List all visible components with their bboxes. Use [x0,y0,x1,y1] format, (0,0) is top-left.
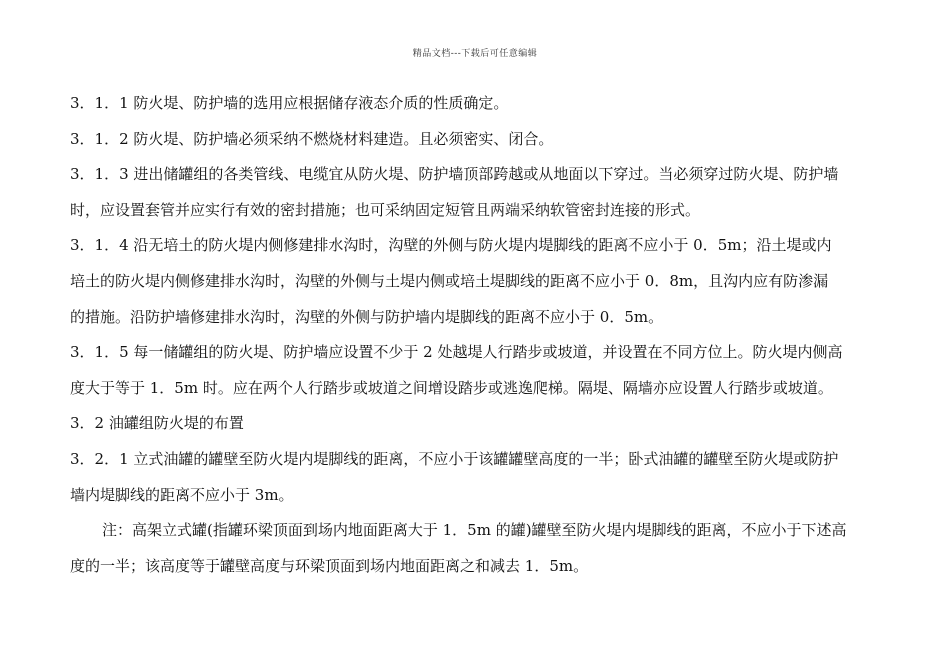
clause-3-2-1-line-1: 3．2．1 立式油罐的罐壁至防火堤内堤脚线的距离，不应小于该罐罐壁高度的一半；卧式油罐的罐壁至防火堤或防护 [70,449,839,468]
clause-3-1-4-line-3: 的措施。沿防护墙修建排水沟时，沟壁的外侧与防护墙内堤脚线的距离不应小于 0．5m。 [70,307,664,326]
clause-3-2-1-line-2: 墙内堤脚线的距离不应小于 3m。 [70,485,294,504]
clause-3-1-5-line-1: 3．1．5 每一储罐组的防火堤、防护墙应设置不少于 2 处越堤人行踏步或坡道，并设置在不同方位上。防火堤内侧高 [70,343,843,362]
clause-3-1-3-line-1: 3．1．3 进出储罐组的各类管线、电缆宜从防火堤、防护墙顶部跨越或从地面以下穿过。当必须穿过防火堤、防护墙 [70,165,839,184]
section-3-2-heading: 3．2 油罐组防火堤的布置 [70,414,244,433]
clause-3-1-4-line-1: 3．1．4 沿无培土的防火堤内侧修建排水沟时，沟壁的外侧与防火堤内堤脚线的距离不应小于 0．5m；沿土堤或内 [70,236,832,255]
clause-3-1-1: 3．1．1 防火堤、防护墙的选用应根据储存液态介质的性质确定。 [70,94,509,112]
clause-3-1-2: 3．1．2 防火堤、防护墙必须采纳不燃烧材料建造。且必须密实、闭合。 [70,129,554,148]
clause-3-1-5-line-2: 度大于等于 1．5m 时。应在两个人行踏步或坡道之间增设踏步或逃逸爬梯。隔堤、隔墙亦应设置人行踏步或坡道。 [70,378,833,397]
note-line-1: 注：高架立式罐(指罐环梁顶面到场内地面距离大于 1．5m 的罐)罐壁至防火堤内堤脚线的距离，不应小于下述高 [102,521,847,540]
note-line-2: 度的一半；该高度等于罐壁高度与环梁顶面到场内地面距离之和减去 1．5m。 [70,556,589,575]
clause-3-1-4-line-2: 培土的防火堤内侧修建排水沟时，沟壁的外侧与土堤内侧或培土堤脚线的距离不应小于 0．8m，且沟内应有防渗漏 [70,271,829,290]
document-body [70,86,885,584]
page-header: 精品文档---下载后可任意编辑 [412,49,538,59]
clause-3-1-3-line-2: 时，应设置套管并应实行有效的密封措施；也可采纳固定短管且两端采纳软管密封连接的形式。 [70,200,701,219]
